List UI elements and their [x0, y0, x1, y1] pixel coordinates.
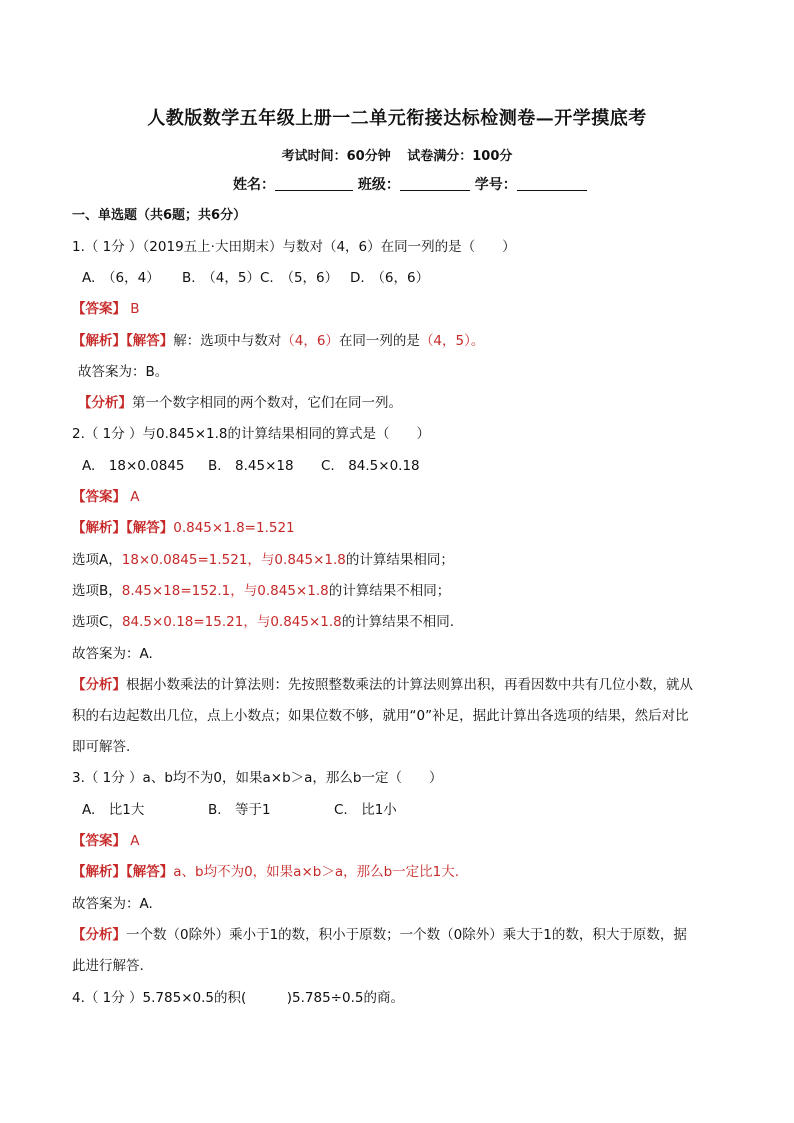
- q1-solution-pair: （4，6）: [281, 333, 339, 349]
- q1-solution-result: （4，5）。: [419, 333, 485, 349]
- q3-analysis-line2: 此进行解答.: [72, 958, 144, 974]
- q2-answer-value: A: [126, 489, 140, 505]
- q2-solution-a-label: 选项A，: [72, 552, 122, 568]
- q3-answer: [72, 832, 140, 850]
- answer-tag: 【答案】: [72, 489, 126, 505]
- answer-tag: 【答案】: [72, 833, 126, 849]
- q1-option-b: B. （4，5）: [182, 270, 260, 286]
- q1-solution-text: 解：选项中与数对: [173, 333, 282, 349]
- student-info: [233, 174, 587, 194]
- q2-solution-c: [72, 613, 454, 631]
- name-blank[interactable]: [275, 176, 353, 191]
- analysis-tag: 【分析】: [72, 927, 126, 943]
- analysis-tag: 【分析】: [72, 677, 126, 693]
- name-label: 姓名：: [233, 177, 275, 193]
- q2-solution-b-label: 选项B，: [72, 583, 122, 599]
- q2-answer: [72, 488, 140, 506]
- class-blank[interactable]: [400, 176, 470, 191]
- q1-option-d: D. （6，6）: [350, 270, 430, 286]
- q1-analysis: [78, 394, 402, 412]
- q2-solution-a-text: 的计算结果相同；: [345, 552, 454, 568]
- q1-answer: [72, 300, 140, 318]
- q2-solution-b: [72, 582, 450, 600]
- q3-options: [82, 801, 397, 819]
- q1-options: [82, 269, 429, 287]
- answer-tag: 【答案】: [72, 301, 126, 317]
- q4-question: 4.（ 1分 ）5.785×0.5的积( )5.785÷0.5的商。: [72, 990, 404, 1006]
- q3-answer-value: A: [126, 833, 140, 849]
- solution-tag: 【解析】【解答】: [72, 333, 174, 349]
- q1-conclusion: 故答案为：B。: [78, 364, 169, 380]
- q1-solution: [72, 332, 484, 350]
- q1-question: 1.（ 1分 ）（2019五上·大田期末）与数对（4，6）在同一列的是（ ）: [72, 239, 516, 255]
- q2-solution-calc: 0.845×1.8=1.521: [173, 520, 295, 536]
- q2-solution-a: [72, 551, 454, 569]
- q2-analysis-line3: 即可解答.: [72, 739, 131, 755]
- exam-score: 试卷满分：100分: [407, 149, 513, 164]
- q3-option-a: A. 比1大: [82, 802, 145, 818]
- q2-solution: [72, 519, 295, 537]
- q3-conclusion: 故答案为：A.: [72, 896, 153, 912]
- q3-option-c: C. 比1小: [334, 802, 397, 818]
- number-label: 学号：: [474, 177, 517, 193]
- q3-option-b: B. 等于1: [208, 802, 271, 818]
- q2-solution-c-text: 的计算结果不相同.: [341, 614, 455, 630]
- page-title: 人教版数学五年级上册一二单元衔接达标检测卷—开学摸底考: [147, 108, 647, 129]
- q2-option-b: B. 8.45×18: [208, 458, 294, 474]
- section-heading: 一、单选题（共6题；共6分）: [72, 208, 247, 223]
- q1-option-c: C. （5，6）: [260, 270, 339, 286]
- q2-analysis-line2: 积的右边起数出几位，点上小数点；如果位数不够，就用“0”补足，据此计算出各选项的结果，然后对比: [72, 708, 689, 724]
- q3-analysis-line1: 一个数（0除外）乘小于1的数，积小于原数；一个数（0除外）乘大于1的数，积大于原数，据: [126, 927, 687, 943]
- q2-solution-c-label: 选项C，: [72, 614, 122, 630]
- q2-option-a: A. 18×0.0845: [82, 458, 185, 474]
- q3-analysis: [72, 926, 687, 944]
- q3-question: 3.（ 1分 ）a、b均不为0，如果a×b＞a，那么b一定（ ）: [72, 770, 443, 786]
- q1-answer-value: B: [126, 301, 140, 317]
- solution-tag: 【解析】【解答】: [72, 864, 174, 880]
- exam-meta: [0, 145, 794, 164]
- q1-option-a: A. （6，4）: [82, 270, 160, 286]
- exam-time: 考试时间：60分钟: [281, 149, 391, 164]
- q2-solution-c-calc: 84.5×0.18=15.21，与0.845×1.8: [121, 614, 342, 630]
- q2-options: [82, 457, 420, 475]
- class-label: 班级：: [357, 177, 400, 193]
- q3-solution: [72, 863, 459, 881]
- analysis-tag: 【分析】: [78, 395, 132, 411]
- q2-analysis-line1: 根据小数乘法的计算法则：先按照整数乘法的计算法则算出积，再看因数中共有几位小数，就从: [126, 677, 693, 693]
- q3-solution-text: a、b均不为0，如果a×b＞a，那么b一定比1大.: [173, 864, 460, 880]
- q1-solution-text2: 在同一列的是: [338, 333, 420, 349]
- q2-solution-a-calc: 18×0.0845=1.521，与0.845×1.8: [121, 552, 346, 568]
- q2-solution-b-text: 的计算结果不相同；: [328, 583, 451, 599]
- q2-question: 2.（ 1分 ）与0.845×1.8的计算结果相同的算式是（ ）: [72, 426, 430, 442]
- solution-tag: 【解析】【解答】: [72, 520, 174, 536]
- q2-option-c: C. 84.5×0.18: [321, 458, 420, 474]
- q1-analysis-text: 第一个数字相同的两个数对，它们在同一列。: [132, 395, 402, 411]
- number-blank[interactable]: [517, 176, 587, 191]
- q2-analysis: [72, 676, 693, 694]
- q2-conclusion: 故答案为：A.: [72, 646, 153, 662]
- q2-solution-b-calc: 8.45×18=152.1，与0.845×1.8: [121, 583, 329, 599]
